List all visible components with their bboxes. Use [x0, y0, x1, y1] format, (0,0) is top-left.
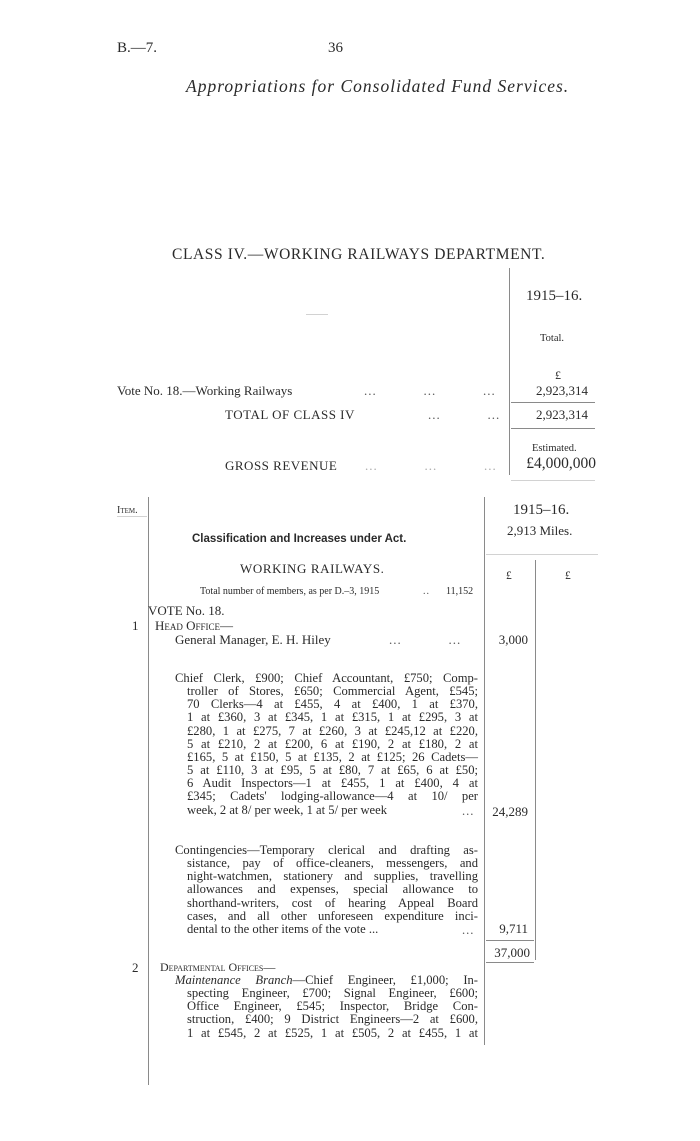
- item-2-heading: Departmental Offices—: [160, 960, 276, 974]
- clerks-line: £345; Cadets' lodging-allowance—4 at 10/ per: [187, 789, 478, 804]
- summary-total-label: Total.: [540, 333, 565, 344]
- clerks-line: 6 Audit Inspectors—1 at £455, 1 at £400, 4 at: [187, 776, 478, 791]
- clerks-leader: ...: [462, 804, 475, 818]
- clerks-line: £165, 5 at £150, 5 at £135, 2 at £125; 26 Cadets—: [187, 749, 478, 764]
- members-count: 11,152: [446, 586, 474, 597]
- item-2-number: 2: [132, 960, 139, 975]
- clerks-line: Chief Clerk, £900; Chief Accountant, £750; Comp-: [175, 671, 478, 685]
- classification-heading: Classification and Increases under Act.: [192, 533, 407, 545]
- contingencies-line: night-watchmen, stationery and supplies, travelling: [187, 869, 478, 884]
- members-note: Total number of members, as per D.–3, 1915: [200, 586, 380, 597]
- header-rule: [486, 554, 598, 555]
- summary-dash: [306, 314, 328, 315]
- gross-revenue-amount: £4,000,000: [526, 455, 596, 472]
- maintenance-line: 1 at £545, 2 at £525, 1 at £505, 2 at £455, 1 at: [187, 1025, 478, 1040]
- general-manager-amount: 3,000: [498, 632, 528, 647]
- contingencies-line: sistance, pay of office-cleaners, messengers, and: [187, 856, 478, 871]
- table-miles: 2,913 Miles.: [507, 523, 573, 538]
- general-manager-line: General Manager, E. H. Hiley: [175, 632, 331, 647]
- clerks-line: 5 at £110, 3 at £95, 5 at £80, 7 at £65, 6 at £50;: [187, 763, 478, 778]
- item-1-subtotal: 37,000: [494, 945, 530, 960]
- contingencies-line: Contingencies—Temporary clerical and drafting as-: [175, 843, 478, 857]
- total-class-amount: 2,923,314: [536, 407, 588, 422]
- item-column-rule: [148, 497, 149, 1085]
- general-manager-leader: ... ...: [389, 632, 462, 647]
- vote-amount-rule: [511, 402, 595, 403]
- members-leader: ..: [423, 586, 430, 597]
- total-class-rule: [511, 428, 595, 429]
- maintenance-line: specting Engineer, £700; Signal Engineer, £600;: [187, 986, 478, 1001]
- page-title: Appropriations for Consolidated Fund Services.: [186, 76, 570, 96]
- clerks-line: £280, 1 at £275, 7 at £260, 3 at £245,12 at £220,: [187, 723, 478, 738]
- vote-amount: 2,923,314: [536, 383, 588, 398]
- maintenance-line: Office Engineer, £545; Inspector, Bridge Con-: [187, 999, 478, 1014]
- contingencies-line: shorthand-writers, cost of hearing Appeal Board: [187, 895, 478, 910]
- currency-col-2: £: [565, 570, 571, 582]
- contingencies-line: allowances and expenses, special allowance to: [187, 882, 478, 897]
- gross-revenue-rule: [511, 480, 595, 481]
- contingencies-line: dental to the other items of the vote ...: [187, 921, 379, 936]
- currency-col-1: £: [506, 570, 512, 582]
- contingencies-amount: 9,711: [499, 921, 528, 936]
- summary-currency: £: [555, 368, 561, 382]
- amount-column-split-rule: [535, 560, 536, 960]
- clerks-line: troller of Stores, £650; Commercial Agent, £545;: [187, 684, 478, 699]
- clerks-line: 1 at £360, 3 at £345, 1 at £315, 1 at £295, 3 at: [187, 710, 478, 725]
- gross-revenue-leader: ... ... ...: [365, 458, 497, 473]
- vote-label: VOTE No. 18.: [148, 603, 225, 618]
- vote-line-leader: ... ... ...: [364, 383, 496, 398]
- table-year: 1915–16.: [513, 502, 570, 518]
- contingencies-leader: ...: [462, 923, 475, 937]
- summary-column-rule: [509, 268, 510, 475]
- total-class-leader: ... ...: [428, 407, 501, 422]
- clerks-paragraph: [175, 672, 478, 817]
- total-class-label: TOTAL OF CLASS IV: [225, 407, 355, 422]
- item-column-label: Item.: [117, 505, 138, 516]
- clerks-line: week, 2 at 8/ per week, 1 at 5/ per week: [187, 802, 388, 817]
- clerks-line: 70 Clerks—4 at £455, 4 at £400, 1 at £370,: [187, 697, 478, 712]
- amount-column-left-rule: [484, 497, 485, 1045]
- item-header-rule: [117, 516, 147, 517]
- maintenance-branch-label: Maintenance Branch: [175, 973, 293, 987]
- clerks-amount: 24,289: [492, 804, 528, 819]
- item-1-heading: Head Office—: [155, 618, 234, 633]
- vote-line: Vote No. 18.—Working Railways: [117, 383, 293, 398]
- contingencies-line: cases, and all other unforeseen expenditure inci-: [187, 908, 478, 923]
- subtotal-rule-bottom: [486, 962, 534, 963]
- document-reference: B.—7.: [117, 40, 158, 56]
- clerks-line: 5 at £210, 2 at £200, 6 at £190, 2 at £180, 2 at: [187, 736, 478, 751]
- page-number: 36: [328, 40, 343, 56]
- maintenance-line-text: —Chief Engineer, £1,000; In-: [292, 973, 479, 987]
- maintenance-line: struction, £400; 9 District Engineers—2 at £600,: [187, 1012, 478, 1027]
- summary-year: 1915–16.: [526, 288, 583, 304]
- subtotal-rule-top: [486, 940, 534, 941]
- contingencies-paragraph: [175, 844, 478, 936]
- item-1-number: 1: [132, 618, 139, 633]
- maintenance-paragraph: [175, 974, 478, 1040]
- gross-revenue-label: GROSS REVENUE: [225, 458, 338, 473]
- estimated-label: Estimated.: [532, 443, 577, 454]
- section-title: WORKING RAILWAYS.: [240, 561, 385, 576]
- class-title: CLASS IV.—WORKING RAILWAYS DEPARTMENT.: [172, 246, 546, 263]
